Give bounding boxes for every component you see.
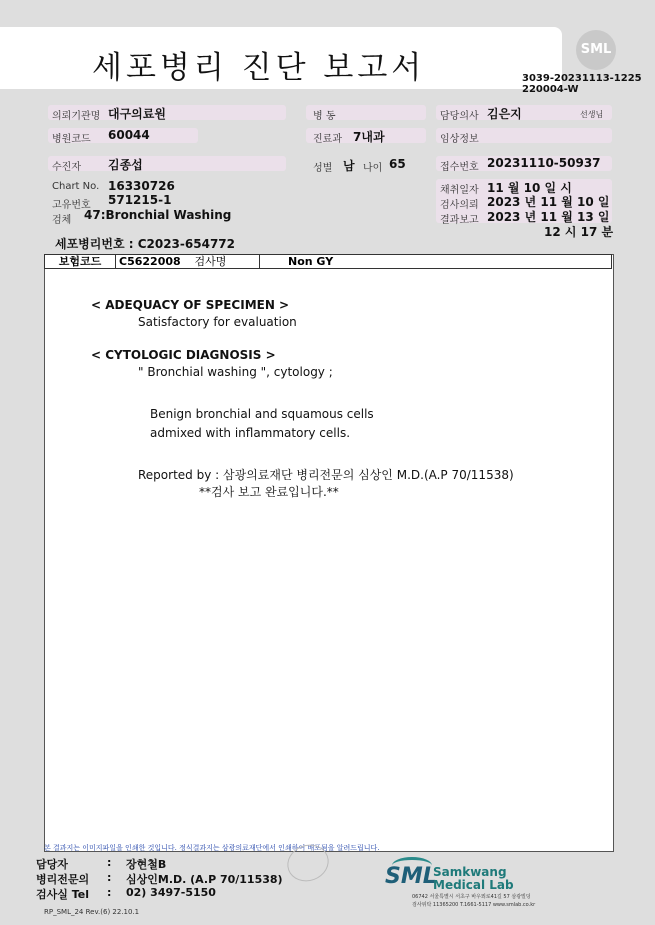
institution-value: 대구의료원 [108,107,166,121]
doctor-value: 김은지 [487,107,522,121]
age-value: 65 [389,157,406,171]
reported-by: Reported by : 삼광의료재단 병리전문의 심상인 M.D.(A.P 70/11538) [138,468,514,482]
lab-tel-colon: : [107,886,112,899]
patient-field-bg [48,156,286,171]
lab-tel-value: 02) 3497-5150 [126,886,216,899]
report-id: 3039-20231113-1225 220004-W [522,73,642,95]
finding-line-2: admixed with inflammatory cells. [150,426,351,440]
receipt-value: 20231110-50937 [487,156,601,170]
insurance-value [116,255,260,268]
sex-label: 성별 [313,163,333,174]
pathologist-label: 병리전문의 [36,873,90,886]
doctor-label: 담당의사 [440,111,479,122]
manager-value: 장현철B [126,858,167,871]
sex-value: 남 [343,159,355,173]
report-panel [44,254,614,852]
chart-value: 16330726 [108,179,175,193]
manager-label: 담당자 [36,858,68,871]
test-value: Non GY [288,255,334,268]
manager-colon: : [107,856,112,869]
diagnosis-line: " Bronchial washing ", cytology ; [138,365,333,379]
dept-value: 7내과 [353,130,385,144]
company-name: Samkwang Medical Lab [433,865,514,892]
clinical-info-label: 임상정보 [440,134,479,145]
page-title: 세포병리 진단 보고서 [92,50,426,86]
insurance-code: C5622008 [119,255,181,268]
unique-label: 고유번호 [52,200,91,211]
lab-tel-label: 검사실 Tel [36,888,89,901]
result-label: 결과보고 [440,215,479,226]
diagnosis-heading: < CYTOLOGIC DIAGNOSIS > [91,348,276,362]
chart-label: Chart No. [52,181,100,192]
doctor-suffix: 선생님 [580,110,604,119]
hospital-code-value: 60044 [108,128,150,142]
ward-label: 병 동 [313,111,336,122]
company-address: 06742 서울특별시 서초구 바우뫼로41길 57 삼광빌딩 검사위탁 11365200 T.1661-5117 www.smlab.co.kr [412,894,536,908]
institution-label: 의뢰기관명 [52,111,101,122]
code-row [44,254,612,269]
form-id: RP_SML_24 Rev.(6) 22.10.1 [44,908,140,916]
collect-label: 채취일자 [440,185,479,196]
patient-value: 김종섭 [108,158,143,172]
hospital-code-label: 병원코드 [52,134,91,145]
result-time: 12 시 17 분 [544,225,614,239]
test-label: 검사명 [194,255,227,268]
patient-label: 수진자 [52,162,81,173]
specimen-value: 47:Bronchial Washing [84,208,232,222]
pathologist-colon: : [107,871,112,884]
sml-logo-icon: SML [576,30,616,70]
pathology-number: 세포병리번호 : C2023-654772 [55,237,235,251]
report-complete: **검사 보고 완료입니다.** [199,485,339,499]
unique-value: 571215-1 [108,193,172,207]
dept-label: 진료과 [313,134,342,145]
request-label: 검사의뢰 [440,200,479,211]
specimen-label: 검체 [52,215,72,226]
request-value: 2023 년 11 월 10 일 [487,195,610,209]
result-value: 2023 년 11 월 13 일 [487,210,610,224]
finding-line-1: Benign bronchial and squamous cells [150,407,374,421]
insurance-label: 보험코드 [45,255,116,268]
adequacy-text: Satisfactory for evaluation [138,315,297,329]
pathologist-value: 심상인M.D. (A.P 70/11538) [126,873,283,886]
age-label: 나이 [363,163,383,174]
footer-notice: 본 결과지는 이미지파일을 인쇄한 것입니다. 정식결과지는 삼광의료재단에서 인쇄하여 배포됨을 알려드립니다. [44,844,380,852]
receipt-label: 접수번호 [440,162,479,173]
adequacy-heading: < ADEQUACY OF SPECIMEN > [91,298,290,312]
collect-value: 11 월 10 일 시 [487,181,572,195]
company-logo: SML [385,864,437,889]
